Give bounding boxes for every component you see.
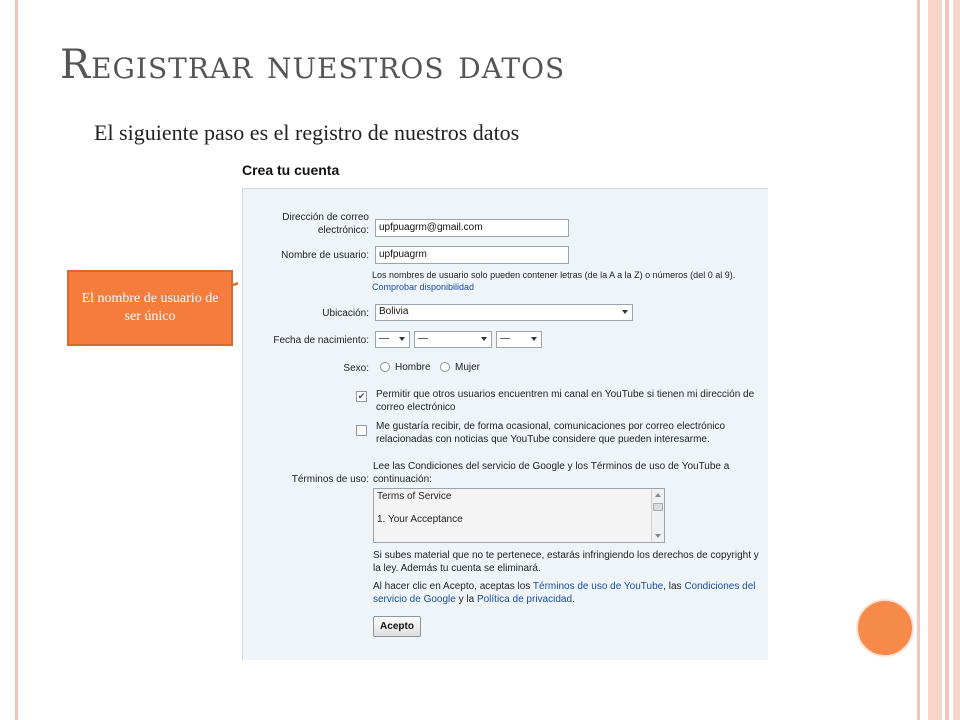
gender-male-radio[interactable]: [380, 362, 390, 372]
decorative-circle: [856, 599, 914, 657]
location-label: Ubicación:: [322, 308, 369, 319]
username-label: Nombre de usuario:: [281, 250, 369, 261]
birth-year-select[interactable]: [496, 331, 542, 348]
youtube-terms-link[interactable]: Términos de uso de YouTube: [532, 581, 664, 592]
slide-left-border: [0, 0, 18, 720]
accept-button[interactable]: Acepto: [373, 616, 421, 637]
birth-month-value: —: [418, 333, 428, 344]
scroll-down-icon[interactable]: [655, 534, 661, 538]
username-input[interactable]: upfpuagrm: [375, 246, 569, 264]
slide-subtitle: El siguiente paso es el registro de nuestros datos: [94, 120, 520, 145]
form-panel: [242, 188, 768, 660]
birth-day-value: —: [379, 333, 389, 344]
birth-day-select[interactable]: [375, 331, 410, 348]
slide-right-border: [917, 0, 960, 720]
birth-year-value: —: [500, 333, 510, 344]
copyright-notice: Si subes material que no te pertenece, estarás infringiendo los derechos de copyright y la ley. Además tu cuenta se eliminará.: [373, 550, 759, 574]
terms-scrollbar[interactable]: [651, 489, 664, 542]
chevron-down-icon: [622, 310, 628, 314]
birth-month-select[interactable]: [414, 331, 492, 348]
chevron-down-icon: [531, 337, 537, 341]
check-availability-link[interactable]: Comprobar disponibilidad: [372, 282, 475, 292]
terms-label: Términos de uso:: [291, 474, 369, 485]
callout-box: [67, 270, 233, 346]
email-input[interactable]: upfpuagrm@gmail.com: [375, 219, 569, 237]
location-value: Bolivia: [379, 306, 409, 317]
accept-suffix: .: [572, 594, 575, 605]
terms-intro: Lee las Condiciones del servicio de Google y los Términos de uso de YouTube a continuación:: [373, 461, 730, 485]
slide-title: Registrar nuestros datos: [60, 42, 566, 88]
gender-label: Sexo:: [343, 363, 369, 374]
terms-box-line1: Terms of Service: [377, 491, 452, 502]
accept-mid2: y la: [458, 594, 475, 605]
registration-form-screenshot: [238, 150, 768, 660]
terms-box-line2: 1. Your Acceptance: [377, 514, 463, 525]
accept-agreement-text: [373, 580, 763, 606]
google-terms-link[interactable]: Condiciones del servicio de Google: [373, 581, 756, 605]
scroll-up-icon[interactable]: [655, 493, 661, 497]
username-hint: Los nombres de usuario solo pueden contener letras (de la A a la Z) o números (del 0 al 9).: [372, 270, 736, 280]
gender-female-radio[interactable]: [440, 362, 450, 372]
scroll-thumb[interactable]: [653, 503, 663, 511]
email-news-label: Me gustaría recibir, de forma ocasional, comunicaciones por correo electrónico relacionadas con noticias que YouTube considere que pueden interesarme.: [376, 421, 726, 445]
accept-mid1: , las: [663, 581, 682, 592]
chevron-down-icon: [481, 337, 487, 341]
email-label: Dirección de correo electrónico:: [282, 212, 369, 236]
gender-male-label: Hombre: [395, 362, 431, 373]
gender-female-label: Mujer: [455, 362, 481, 373]
location-select[interactable]: [375, 304, 633, 321]
chevron-down-icon: [399, 337, 405, 341]
terms-of-service-box[interactable]: [373, 488, 665, 543]
callout-text: El nombre de usuario de ser único: [81, 290, 219, 324]
birthdate-label: Fecha de nacimiento:: [273, 335, 369, 346]
find-channel-label: Permitir que otros usuarios encuentren mi canal en YouTube si tienen mi dirección de correo electrónico: [376, 389, 755, 413]
email-news-checkbox[interactable]: [356, 425, 367, 436]
form-title: Crea tu cuenta: [242, 162, 340, 178]
accept-prefix: Al hacer clic en Acepto, aceptas los: [373, 581, 531, 592]
privacy-policy-link[interactable]: Política de privacidad: [476, 594, 573, 605]
find-channel-checkbox[interactable]: [356, 391, 367, 402]
checkmark-icon: ✔: [357, 391, 366, 401]
